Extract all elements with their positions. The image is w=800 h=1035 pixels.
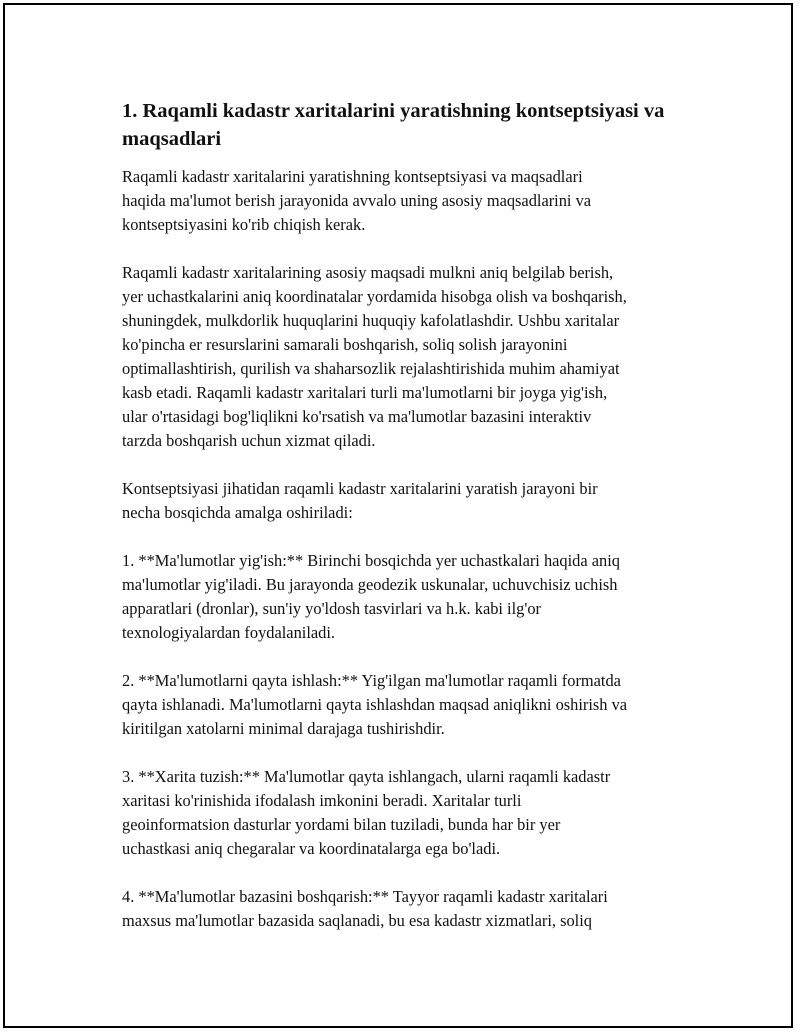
list-item-stage-1: 1. **Ma'lumotlar yig'ish:** Birinchi bosqichda yer uchastkalari haqida aniq ma'lumotlar yig'iladi. Bu jarayonda geodezik uskunalar, uchuvchisiz uchish apparatlari (dronlar), sun'iy yo'ldosh tasvirlari va h.k. kabi ilg'or texnologiyalardan foydalaniladi. [122,551,620,642]
list-item-stage-2: 2. **Ma'lumotlarni qayta ishlash:** Yig'ilgan ma'lumotlar raqamli formatda qayta ishlanadi. Ma'lumotlarni qayta ishlashdan maqsad aniqlikni oshirish va kiritilgan xatolarni minimal darajaga tushirishdir. [122,671,628,738]
paragraph-main-purpose: Raqamli kadastr xaritalarining asosiy maqsadi mulkni aniq belgilab berish, yer uchastkalarini aniq koordinatalar yordamida hisobga olish va boshqarish, shuningdek, mulkdorlik huquqlarini huquqiy kafolatlashdir. Ushbu xaritalar ko'pincha er resurslarini samarali boshqarish, soliq solish jarayonini optimallashtirish, qurilish va shaharsozlik rejalashtirishida muhim ahamiyat kasb etadi. Raqamli kadastr xaritalari turli ma'lumotlarni bir joyga yig'ish, ular o'rtasidagi bog'liqlikni ko'rsatish va ma'lumotlar bazasini interaktiv tarzda boshqarish uchun xizmat qiladi. [122,263,627,450]
document-page [3,3,793,1028]
paragraph-stages-intro: Kontseptsiyasi jihatidan raqamli kadastr xaritalarini yaratish jarayoni bir necha bosqichda amalga oshiriladi: [122,479,598,522]
list-item-stage-4: 4. **Ma'lumotlar bazasini boshqarish:** Tayyor raqamli kadastr xaritalari maxsus ma'lumotlar bazasida saqlanadi, bu esa kadastr xizmatlari, soliq [122,887,608,930]
list-item-stage-3: 3. **Xarita tuzish:** Ma'lumotlar qayta ishlangach, ularni raqamli kadastr xaritasi ko'rinishida ifodalash imkonini beradi. Xaritalar turli geoinformatsion dasturlar yordami bilan tuziladi, bunda har bir yer uchastkasi aniq chegaralar va koordinatalarga ega bo'ladi. [122,767,611,858]
paragraph-intro: Raqamli kadastr xaritalarini yaratishning kontseptsiyasi va maqsadlari haqida ma'lumot berish jarayonida avvalo uning asosiy maqsadlarini va kontseptsiyasini ko'rib chiqish kerak. [122,167,592,234]
section-heading: 1. Raqamli kadastr xaritalarini yaratishning kontseptsiyasi va maqsadlari [122,100,665,150]
document-body [122,97,702,957]
